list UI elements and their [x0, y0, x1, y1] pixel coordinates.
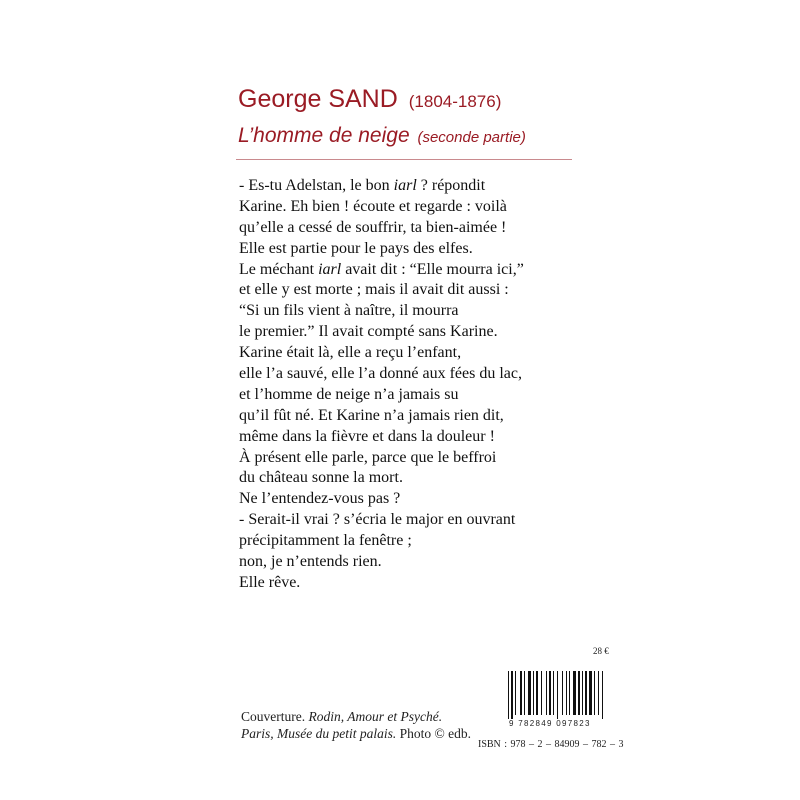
barcode-bar: [585, 671, 587, 715]
author-line: [238, 84, 578, 117]
barcode-bar: [573, 671, 576, 715]
excerpt-line: même dans la fièvre et dans la douleur !: [239, 427, 495, 445]
book-subtitle: (seconde partie): [417, 129, 526, 146]
excerpt-line: elle l’a sauvé, elle l’a donné aux fées du lac,: [239, 365, 522, 383]
author-dates: (1804-1876): [408, 92, 502, 111]
barcode-bar: [553, 671, 554, 715]
book-title: L’homme de neige: [238, 124, 410, 147]
excerpt-line: Karine était là, elle a reçu l’enfant,: [239, 344, 462, 362]
credit-line-1: [241, 708, 471, 725]
isbn-label: ISBN : 978 – 2 – 84909 – 782 – 3: [478, 739, 624, 750]
credit-line-2: [241, 725, 471, 742]
excerpt-line: “Si un fils vient à naître, il mourra: [239, 302, 459, 320]
credit-photographer: edb.: [448, 726, 472, 741]
excerpt-line: - Serait-il vrai ? s’écria le major en ouvrant: [239, 511, 516, 529]
barcode-bar: [511, 671, 513, 719]
barcode-bar: [569, 671, 570, 715]
barcode-bar: [562, 671, 563, 715]
barcode-image: [506, 671, 609, 719]
author-name: George SAND: [238, 85, 398, 113]
excerpt-line: - Es-tu Adelstan, le bon iarl ? répondit: [239, 177, 486, 194]
barcode-bar: [520, 671, 522, 715]
barcode-bar: [598, 671, 599, 715]
credit-photo: Photo ©: [399, 726, 445, 741]
barcode-bar: [508, 671, 509, 719]
barcode-bar: [536, 671, 538, 715]
barcode-bar: [566, 671, 567, 715]
title-line: [238, 122, 578, 152]
header-divider: [236, 159, 572, 160]
excerpt-line: Le méchant iarl avait dit : “Elle mourra ici,”: [239, 260, 524, 278]
excerpt-line: Elle est partie pour le pays des elfes.: [239, 239, 473, 257]
cover-credits: [241, 708, 471, 742]
barcode-bar: [582, 671, 583, 715]
excerpt-line: Karine. Eh bien ! écoute et regarde : voilà: [239, 197, 507, 215]
barcode-bar: [602, 671, 603, 719]
barcode-digits: 9 782849 097823: [509, 719, 591, 728]
barcode-bar: [524, 671, 525, 715]
excerpt-text: [239, 176, 599, 594]
barcode-bar: [533, 671, 534, 715]
excerpt-line: et elle y est morte ; mais il avait dit aussi :: [239, 281, 509, 299]
barcode-bar: [549, 671, 551, 715]
excerpt-line: non, je n’entends rien.: [239, 553, 382, 571]
excerpt-line: qu’elle a cessé de souffrir, ta bien-aimée !: [239, 218, 507, 236]
excerpt-line: précipitamment la fenêtre ;: [239, 532, 412, 550]
barcode-bar: [528, 671, 531, 715]
excerpt-line: À présent elle parle, parce que le beffroi: [239, 448, 497, 466]
price-label: 28 €: [593, 646, 609, 656]
barcode-bar: [541, 671, 542, 715]
barcode-bar: [578, 671, 580, 715]
excerpt-line: Ne l’entendez-vous pas ?: [239, 490, 401, 508]
barcode-bar: [594, 671, 595, 715]
excerpt-line: et l’homme de neige n’a jamais su: [239, 385, 459, 403]
credit-place: Paris, Musée du petit palais.: [241, 726, 397, 741]
book-header: [238, 84, 578, 152]
barcode-bar: [589, 671, 592, 715]
excerpt-line: qu’il fût né. Et Karine n’a jamais rien dit,: [239, 406, 504, 424]
excerpt-line: Elle rêve.: [239, 573, 301, 591]
excerpt-line: le premier.” Il avait compté sans Karine.: [239, 323, 498, 341]
credit-label: Couverture.: [241, 709, 306, 724]
barcode-bar: [557, 671, 558, 719]
excerpt-line: du château sonne la mort.: [239, 469, 403, 487]
barcode-bar: [515, 671, 516, 715]
credit-work: Rodin, Amour et Psyché.: [308, 709, 443, 724]
barcode-bar: [546, 671, 547, 715]
